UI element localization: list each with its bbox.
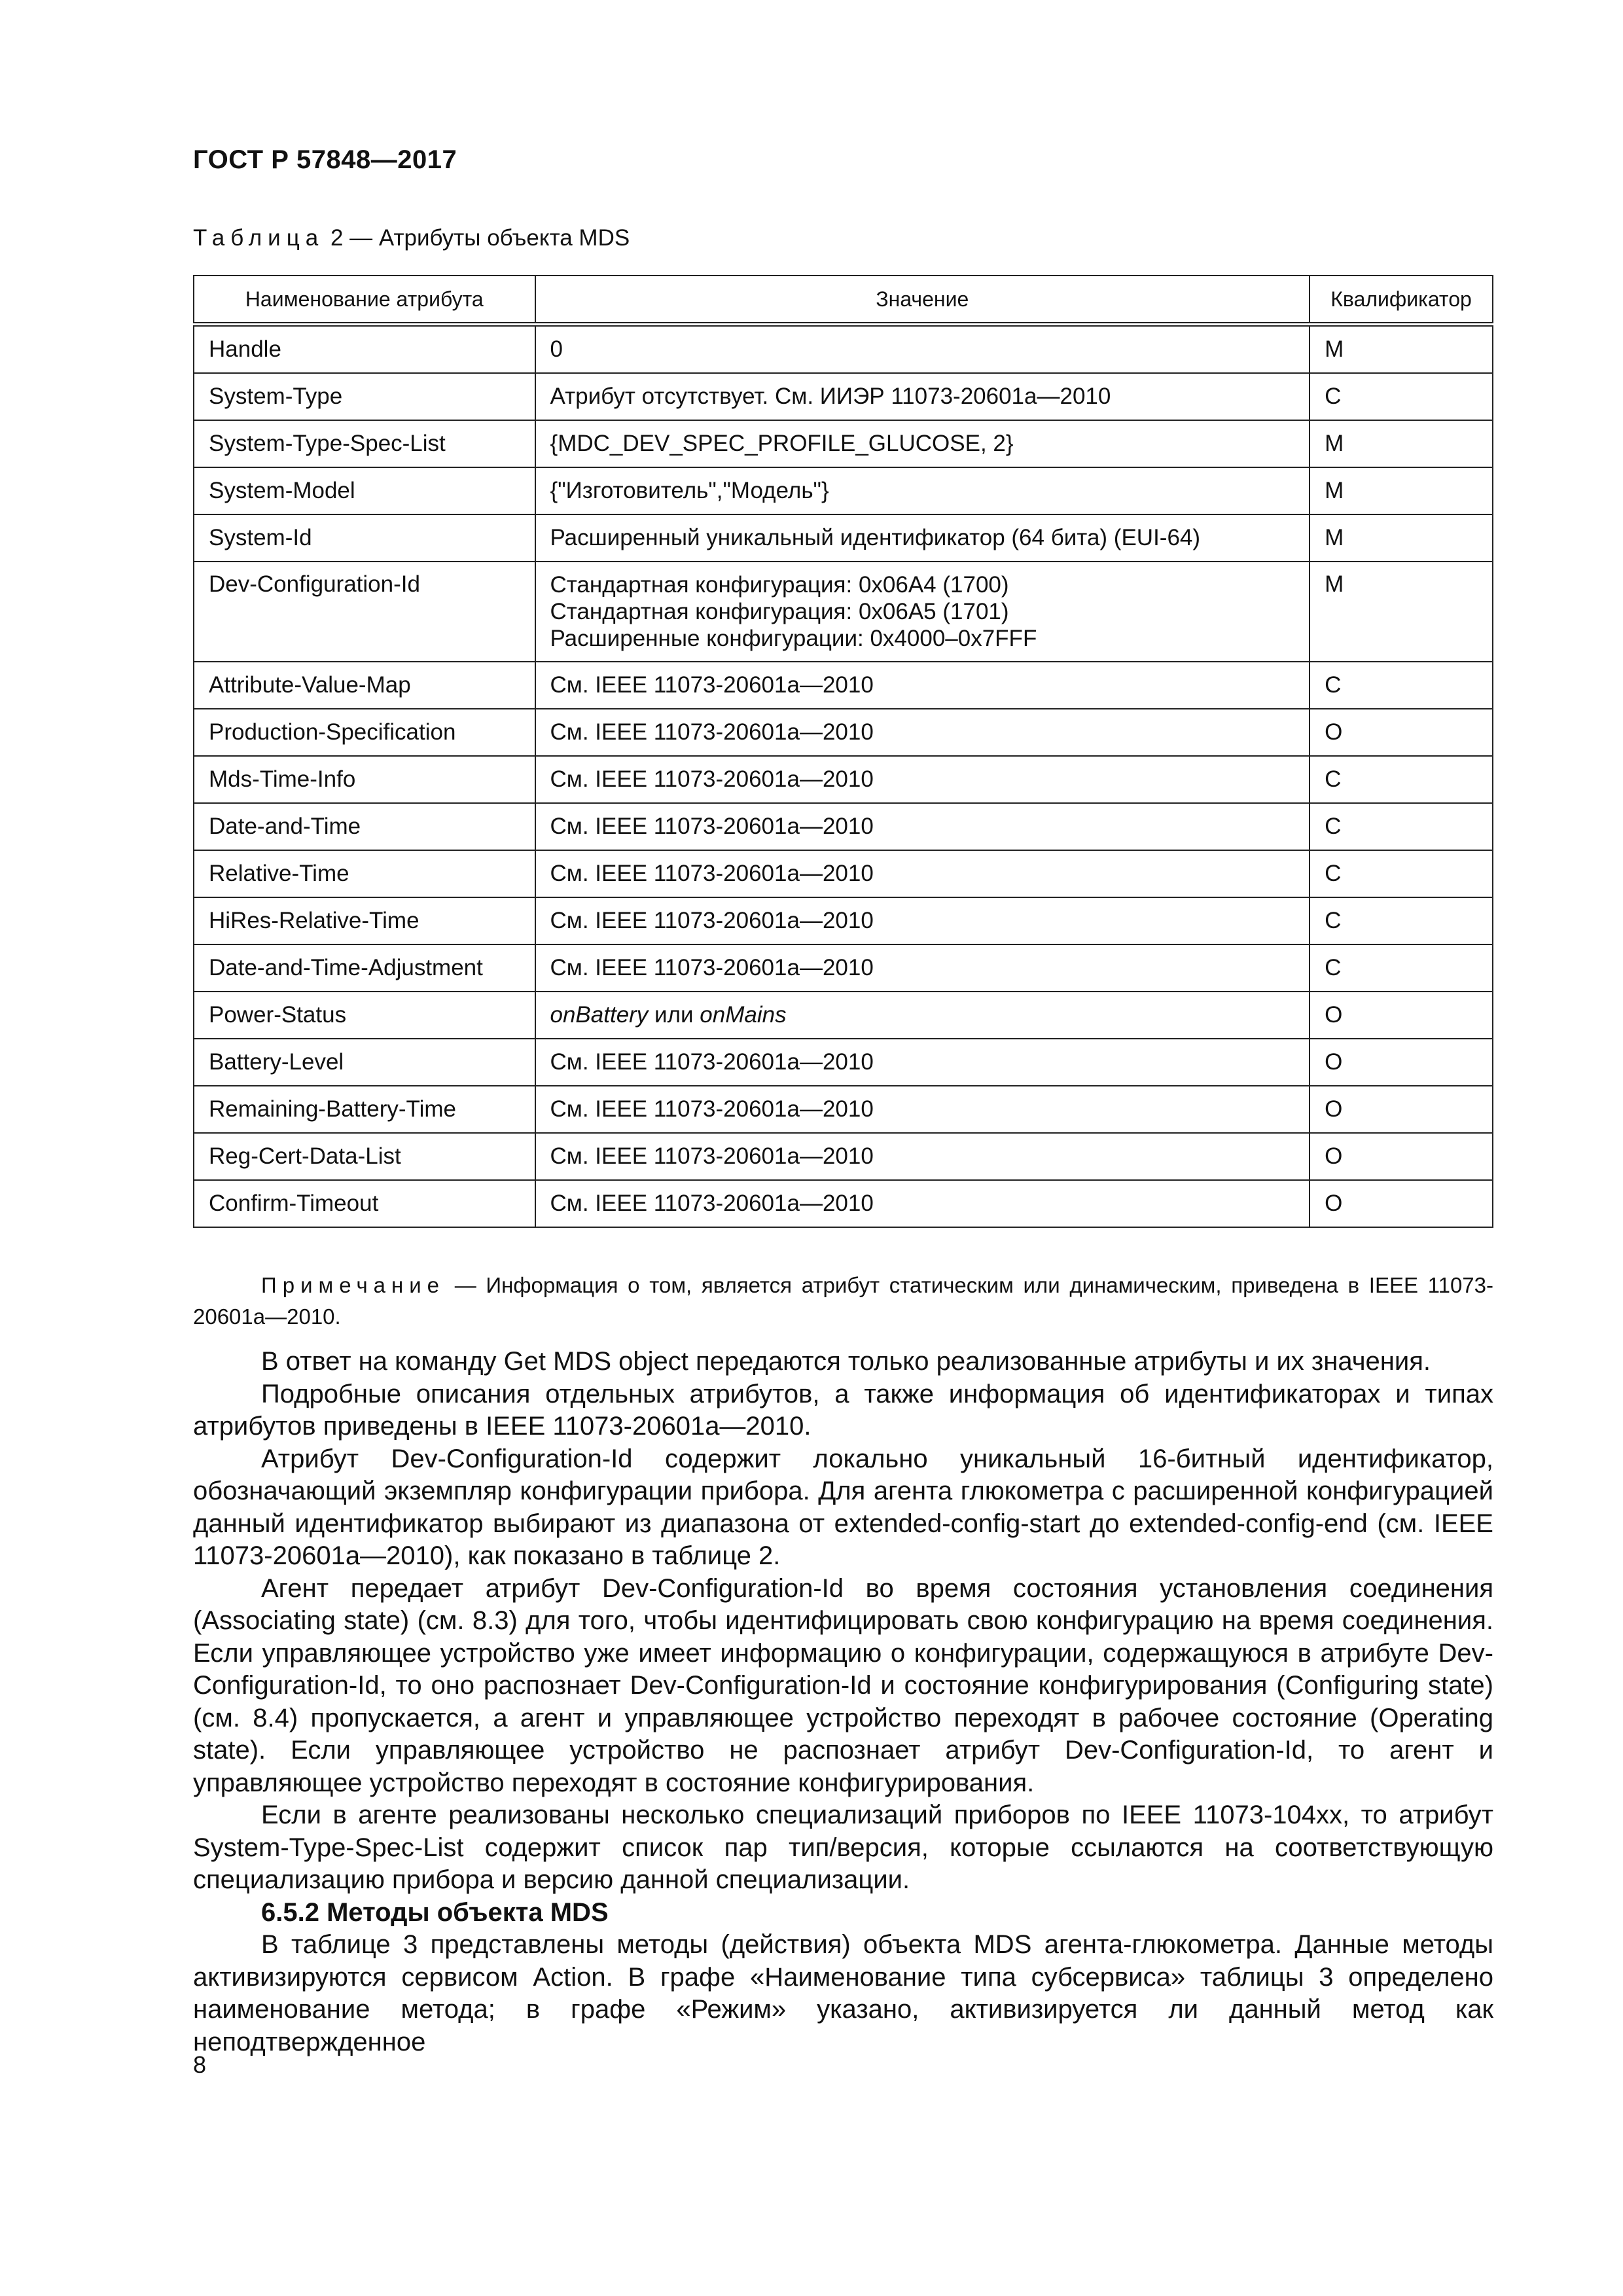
paragraph: В таблице 3 представлены методы (действия) объекта MDS агента-глюкометра. Данные методы активизируются сервисом Action. В графе «Наименование типа субсервиса» таблицы 3 определено наименование метода; в графе «Режим» указано, активизируется ли данный метод как неподтвержденное: [193, 1930, 1493, 2056]
table-row: [194, 467, 1493, 514]
attribute-name: Power-Status: [194, 992, 535, 1039]
paragraph: Подробные описания отдельных атрибутов, а также информация об идентификаторах и типах атрибутов приведены в IEEE 11073-20601a—2010.: [193, 1379, 1493, 1441]
value-italic: onMains: [700, 1002, 787, 1028]
table-row: [194, 850, 1493, 897]
attribute-name: Reg-Cert-Data-List: [194, 1133, 535, 1180]
attribute-value: См. IEEE 11073-20601a—2010: [535, 1039, 1310, 1086]
note-text: — Информация о том, является атрибут статическим или динамическим, приведена в IEEE 11073-20601a—2010.: [193, 1273, 1493, 1329]
column-header-value: Значение: [535, 276, 1310, 325]
attribute-value: См. IEEE 11073-20601a—2010: [535, 1180, 1310, 1227]
attribute-qualifier: M: [1310, 467, 1493, 514]
attribute-value: См. IEEE 11073-20601a—2010: [535, 803, 1310, 850]
attribute-qualifier: M: [1310, 420, 1493, 467]
attribute-qualifier: O: [1310, 1133, 1493, 1180]
value-line: Стандартная конфигурация: 0x06A4 (1700): [550, 572, 1009, 598]
attribute-name: Mds-Time-Info: [194, 756, 535, 803]
attribute-qualifier: M: [1310, 325, 1493, 374]
attribute-name: Date-and-Time-Adjustment: [194, 944, 535, 992]
note-label: Примечание: [261, 1273, 446, 1297]
table-row: [194, 662, 1493, 709]
attribute-name: Production-Specification: [194, 709, 535, 756]
attribute-value: [535, 562, 1310, 662]
table-row: [194, 1086, 1493, 1133]
table-row: [194, 803, 1493, 850]
table-row: [194, 756, 1493, 803]
attribute-qualifier: O: [1310, 1039, 1493, 1086]
attribute-qualifier: C: [1310, 944, 1493, 992]
table-caption: [193, 225, 630, 251]
table-row: [194, 373, 1493, 420]
column-header-qualifier: Квалификатор: [1310, 276, 1493, 325]
attribute-value: См. IEEE 11073-20601a—2010: [535, 756, 1310, 803]
attribute-value: {MDC_DEV_SPEC_PROFILE_GLUCOSE, 2}: [535, 420, 1310, 467]
attribute-qualifier: O: [1310, 709, 1493, 756]
attribute-value: См. IEEE 11073-20601a—2010: [535, 1086, 1310, 1133]
table-row: [194, 944, 1493, 992]
paragraph: В ответ на команду Get MDS object передаются только реализованные атрибуты и их значения.: [261, 1347, 1431, 1376]
attribute-name: Confirm-Timeout: [194, 1180, 535, 1227]
table-row: [194, 992, 1493, 1039]
attribute-qualifier: O: [1310, 992, 1493, 1039]
attribute-qualifier: C: [1310, 897, 1493, 944]
standard-header: ГОСТ Р 57848—2017: [193, 145, 457, 174]
attribute-name: Dev-Configuration-Id: [194, 562, 535, 662]
column-header-name: Наименование атрибута: [194, 276, 535, 325]
paragraph: Если в агенте реализованы несколько специализаций приборов по IEEE 11073-104xx, то атрибут System-Type-Spec-List содержит список пар тип/версия, которые ссылаются на соответствующую специализацию прибора и версию данной специализации.: [193, 1801, 1493, 1894]
attribute-qualifier: M: [1310, 514, 1493, 562]
attribute-qualifier: O: [1310, 1086, 1493, 1133]
attribute-value: 0: [535, 325, 1310, 374]
value-connector: или: [648, 1002, 700, 1028]
page-number: 8: [193, 2051, 207, 2078]
table-row: [194, 709, 1493, 756]
table-header-row: [194, 276, 1493, 325]
body-text: [193, 1346, 1493, 2058]
attribute-name: Date-and-Time: [194, 803, 535, 850]
value-line: Расширенные конфигурации: 0x4000–0x7FFF: [550, 626, 1037, 651]
attribute-qualifier: C: [1310, 850, 1493, 897]
attribute-qualifier: C: [1310, 373, 1493, 420]
attribute-value: См. IEEE 11073-20601a—2010: [535, 662, 1310, 709]
value-italic: onBattery: [550, 1002, 649, 1028]
table-caption-title: 2 — Атрибуты объекта MDS: [330, 225, 630, 251]
attribute-name: Relative-Time: [194, 850, 535, 897]
attribute-qualifier: C: [1310, 803, 1493, 850]
table-row: [194, 325, 1493, 374]
table-row: [194, 514, 1493, 562]
attribute-name: Remaining-Battery-Time: [194, 1086, 535, 1133]
attribute-value: См. IEEE 11073-20601a—2010: [535, 850, 1310, 897]
attribute-qualifier: M: [1310, 562, 1493, 662]
value-line: Стандартная конфигурация: 0x06A5 (1701): [550, 599, 1009, 624]
attribute-qualifier: C: [1310, 756, 1493, 803]
attribute-value: См. IEEE 11073-20601a—2010: [535, 897, 1310, 944]
attribute-name: System-Type: [194, 373, 535, 420]
attribute-value: {"Изготовитель","Модель"}: [535, 467, 1310, 514]
attribute-value: См. IEEE 11073-20601a—2010: [535, 944, 1310, 992]
attribute-value: См. IEEE 11073-20601a—2010: [535, 709, 1310, 756]
attribute-name: System-Type-Spec-List: [194, 420, 535, 467]
paragraph: Атрибут Dev-Configuration-Id содержит локально уникальный 16-битный идентификатор, обозначающий экземпляр конфигурации прибора. Для агента глюкометра с расширенной конфигурацией данный идентификатор выбирают из диапазона от extended-config-start до extended-config-end (см. IEEE 11073-20601a—2010), как показано в таблице 2.: [193, 1444, 1493, 1570]
table-row: [194, 1039, 1493, 1086]
attribute-name: Handle: [194, 325, 535, 374]
attributes-table: [193, 275, 1493, 1228]
table-row: [194, 1133, 1493, 1180]
attribute-name: HiRes-Relative-Time: [194, 897, 535, 944]
table-row: [194, 897, 1493, 944]
attribute-qualifier: C: [1310, 662, 1493, 709]
attribute-value: Атрибут отсутствует. См. ИИЭР 11073-20601a—2010: [535, 373, 1310, 420]
table-row: [194, 562, 1493, 662]
attribute-qualifier: O: [1310, 1180, 1493, 1227]
table-note: [193, 1270, 1493, 1333]
attribute-value: См. IEEE 11073-20601a—2010: [535, 1133, 1310, 1180]
attribute-value: [535, 992, 1310, 1039]
section-heading: 6.5.2 Методы объекта MDS: [261, 1897, 609, 1927]
table-row: [194, 420, 1493, 467]
attribute-name: Battery-Level: [194, 1039, 535, 1086]
table-row: [194, 1180, 1493, 1227]
attribute-value: Расширенный уникальный идентификатор (64 бита) (EUI-64): [535, 514, 1310, 562]
attribute-name: System-Model: [194, 467, 535, 514]
attribute-name: System-Id: [194, 514, 535, 562]
attribute-name: Attribute-Value-Map: [194, 662, 535, 709]
paragraph: Агент передает атрибут Dev-Configuration-Id во время состояния установления соединения (Associating state) (см. 8.3) для того, чтобы идентифицировать свою конфигурацию на время соединения. Если управляющее устройство уже имеет информацию о конфигурации, содержащуюся в атрибуте Dev-Configuration-Id, то оно распознает Dev-Configuration-Id и состояние конфигурирования (Configuring state) (см. 8.4) пропускается, а агент и управляющее устройство переходят в рабочее состояние (Operating state). Если управляющее устройство не распознает атрибут Dev-Configuration-Id, то агент и управляющее устройство переходят в состояние конфигурирования.: [193, 1573, 1493, 1797]
table-caption-word: Таблица: [193, 225, 325, 251]
